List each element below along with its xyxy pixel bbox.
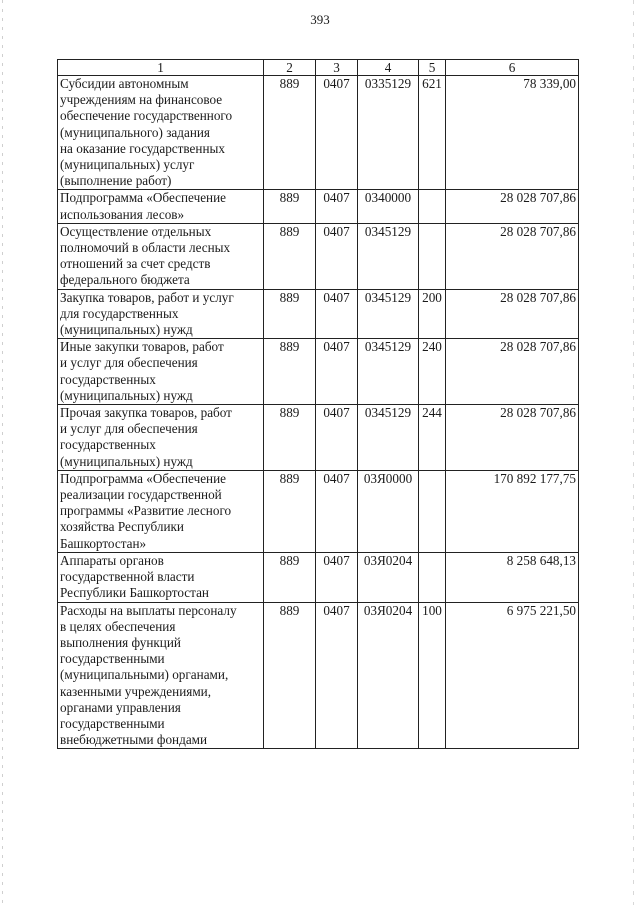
amount-cell: 8 258 648,13 — [446, 552, 579, 602]
amount-cell: 28 028 707,86 — [446, 405, 579, 471]
column-header-4: 4 — [358, 60, 419, 76]
column-header-6: 6 — [446, 60, 579, 76]
column-header-3: 3 — [316, 60, 358, 76]
row-name-cell — [58, 223, 264, 289]
ministry-code-cell: 889 — [264, 470, 316, 552]
table-row — [58, 76, 579, 190]
row-name-line: государственной власти — [60, 569, 195, 585]
row-name-line: использования лесов» — [60, 206, 185, 222]
ministry-code-cell: 889 — [264, 602, 316, 749]
expense-type-cell: 100 — [419, 602, 446, 749]
target-article-cell: 03Я0000 — [358, 470, 419, 552]
row-name-line: Закупка товаров, работ и услуг — [60, 289, 234, 305]
expense-type-cell: 200 — [419, 289, 446, 339]
row-name-line: Иные закупки товаров, работ — [60, 339, 224, 355]
table-row — [58, 552, 579, 602]
ministry-code-cell: 889 — [264, 76, 316, 190]
row-name-line: федерального бюджета — [60, 272, 190, 288]
row-name-line: учреждениям на финансовое — [60, 92, 223, 108]
row-name-line: Подпрограмма «Обеспечение — [60, 190, 227, 206]
expense-type-cell — [419, 190, 446, 223]
row-name-line: государственных — [60, 371, 156, 387]
row-name-cell — [58, 552, 264, 602]
table-row — [58, 223, 579, 289]
table-row — [58, 405, 579, 471]
ministry-code-cell: 889 — [264, 552, 316, 602]
row-name-line: Субсидии автономным — [60, 76, 189, 91]
amount-cell: 78 339,00 — [446, 76, 579, 190]
row-name-line: и услуг для обеспечения — [60, 355, 198, 371]
scan-edge-right — [633, 0, 634, 905]
table-row — [58, 602, 579, 749]
column-header-5: 5 — [419, 60, 446, 76]
column-header-2: 2 — [264, 60, 316, 76]
section-code-cell: 0407 — [316, 76, 358, 190]
table-row — [58, 470, 579, 552]
section-code-cell: 0407 — [316, 289, 358, 339]
amount-cell: 28 028 707,86 — [446, 339, 579, 405]
row-name-line: Башкортостан» — [60, 535, 147, 551]
expense-type-cell — [419, 552, 446, 602]
row-name-line: выполнения функций — [60, 634, 181, 650]
row-name-cell — [58, 470, 264, 552]
row-name-line: Подпрограмма «Обеспечение — [60, 470, 227, 486]
row-name-line: программы «Развитие лесного — [60, 503, 232, 519]
section-code-cell: 0407 — [316, 405, 358, 471]
row-name-line: Осуществление отдельных — [60, 223, 212, 239]
section-code-cell: 0407 — [316, 339, 358, 405]
expense-type-cell: 621 — [419, 76, 446, 190]
table-row — [58, 339, 579, 405]
row-name-cell — [58, 76, 264, 190]
row-name-line: Прочая закупка товаров, работ — [60, 405, 232, 421]
ministry-code-cell: 889 — [264, 223, 316, 289]
row-name-line: (муниципальных) нужд — [60, 453, 193, 469]
row-name-line: Расходы на выплаты персоналу — [60, 602, 237, 618]
amount-cell: 170 892 177,75 — [446, 470, 579, 552]
ministry-code-cell: 889 — [264, 339, 316, 405]
row-name-line: органами управления — [60, 699, 181, 715]
target-article-cell: 0335129 — [358, 76, 419, 190]
target-article-cell: 0345129 — [358, 289, 419, 339]
row-name-line: реализации государственной — [60, 487, 222, 503]
table-row — [58, 190, 579, 223]
expense-type-cell — [419, 223, 446, 289]
section-code-cell: 0407 — [316, 223, 358, 289]
target-article-cell: 0340000 — [358, 190, 419, 223]
row-name-line: Республики Башкортостан — [60, 585, 209, 601]
target-article-cell: 0345129 — [358, 405, 419, 471]
row-name-line: для государственных — [60, 305, 179, 321]
row-name-line: (муниципальными) органами, — [60, 667, 229, 683]
row-name-cell — [58, 602, 264, 749]
row-name-line: внебюджетными фондами — [60, 732, 208, 748]
row-name-line: полномочий в области лесных — [60, 240, 231, 256]
section-code-cell: 0407 — [316, 602, 358, 749]
row-name-line: хозяйства Республики — [60, 519, 184, 535]
target-article-cell: 03Я0204 — [358, 552, 419, 602]
expense-type-cell — [419, 470, 446, 552]
row-name-line: (муниципальных) нужд — [60, 322, 193, 338]
section-code-cell: 0407 — [316, 470, 358, 552]
row-name-line: (выполнение работ) — [60, 173, 172, 189]
row-name-line: казенными учреждениями, — [60, 683, 212, 699]
section-code-cell: 0407 — [316, 190, 358, 223]
amount-cell: 28 028 707,86 — [446, 223, 579, 289]
scan-edge-left — [2, 0, 3, 905]
target-article-cell: 0345129 — [358, 339, 419, 405]
row-name-line: (муниципального) задания — [60, 124, 211, 140]
table-header-row — [58, 60, 579, 76]
amount-cell: 28 028 707,86 — [446, 190, 579, 223]
budget-table — [57, 59, 579, 749]
ministry-code-cell: 889 — [264, 289, 316, 339]
amount-cell: 28 028 707,86 — [446, 289, 579, 339]
table-row — [58, 289, 579, 339]
row-name-cell — [58, 289, 264, 339]
row-name-line: в целях обеспечения — [60, 618, 176, 634]
row-name-line: государственными — [60, 715, 165, 731]
expense-type-cell: 240 — [419, 339, 446, 405]
amount-cell: 6 975 221,50 — [446, 602, 579, 749]
expense-type-cell: 244 — [419, 405, 446, 471]
row-name-line: государственными — [60, 651, 165, 667]
page-number: 393 — [310, 12, 330, 27]
table-body — [58, 76, 579, 749]
target-article-cell: 0345129 — [358, 223, 419, 289]
ministry-code-cell: 889 — [264, 405, 316, 471]
row-name-line: на оказание государственных — [60, 140, 225, 156]
row-name-cell — [58, 190, 264, 223]
column-header-1: 1 — [58, 60, 264, 76]
row-name-line: обеспечение государственного — [60, 108, 233, 124]
row-name-line: (муниципальных) нужд — [60, 387, 193, 403]
row-name-line: и услуг для обеспечения — [60, 421, 198, 437]
row-name-line: отношений за счет средств — [60, 256, 211, 272]
section-code-cell: 0407 — [316, 552, 358, 602]
row-name-cell — [58, 405, 264, 471]
row-name-line: государственных — [60, 437, 156, 453]
target-article-cell: 03Я0204 — [358, 602, 419, 749]
row-name-cell — [58, 339, 264, 405]
row-name-line: (муниципальных) услуг — [60, 157, 195, 173]
ministry-code-cell: 889 — [264, 190, 316, 223]
row-name-line: Аппараты органов — [60, 552, 164, 568]
